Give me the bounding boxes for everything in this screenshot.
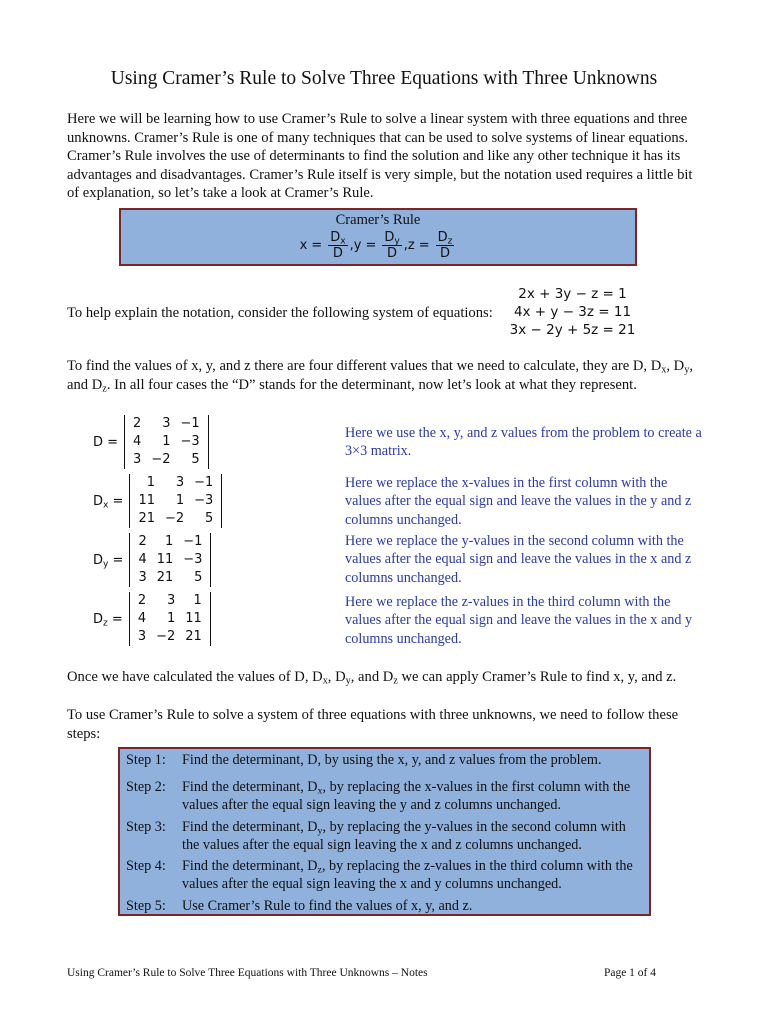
determinants-intro-paragraph	[67, 357, 707, 394]
step-text	[182, 751, 646, 769]
subscript: x	[317, 785, 323, 797]
matrix-cell: 1	[146, 475, 155, 490]
text-run: , and D	[67, 358, 693, 393]
equation-3: 3x − 2y + 5z = 21	[509, 322, 636, 338]
step-label: Step 2:	[126, 779, 166, 795]
step-4	[126, 857, 646, 893]
page-title: Using Cramer’s Rule to Solve Three Equations with Three Unknowns	[110, 68, 658, 89]
frac-num-sub: z	[447, 236, 453, 247]
text-run: Once we have calculated the values of D, D	[67, 669, 323, 685]
matrix-cell: 4	[138, 552, 147, 567]
matrix-cell: 11	[138, 493, 155, 508]
matrix-equals: =	[103, 434, 119, 450]
matrix-cell: 3	[133, 452, 142, 467]
step-1	[126, 751, 646, 769]
matrix-letter: D	[93, 611, 104, 627]
formula-y: y	[353, 238, 362, 253]
matrix-letter: D	[93, 552, 104, 568]
matrix-cell: 3	[138, 570, 147, 585]
matrix-dz	[93, 592, 211, 646]
subscript: x	[661, 364, 667, 376]
matrix-cell: 21	[138, 511, 155, 526]
matrix-cell: 3	[162, 416, 171, 431]
step-text-run: Find the determinant, D	[182, 779, 318, 795]
equation-1: 2x + 3y − z = 1	[518, 286, 627, 302]
matrix-grid	[129, 474, 222, 528]
matrix-cell: 21	[156, 570, 174, 585]
matrix-cell: −3	[194, 493, 214, 508]
frac-num-sub: y	[394, 236, 400, 247]
explanation-dx: Here we replace the x-values in the first column with the values after the equal sign and leave the values in the y and z columns unchanged.	[345, 475, 692, 528]
step-text	[182, 857, 646, 893]
matrix-cell: −3	[180, 434, 200, 449]
text-run: we can apply Cramer’s Rule to find x, y, and z.	[397, 669, 677, 685]
text-run: . In all four cases the “D” stands for the determinant, now let’s look at what they represent.	[106, 376, 637, 393]
matrix-sub: z	[103, 617, 108, 628]
frac-den: D	[440, 246, 451, 261]
matrix-equals: =	[107, 611, 123, 627]
steps-intro-paragraph: To use Cramer’s Rule to solve a system of three equations with three unknowns, we need to follow these steps:	[67, 707, 679, 742]
step-text-run: Find the determinant, D, by using the x, y, and z values from the problem.	[182, 752, 602, 768]
text-run: , and D	[350, 669, 394, 685]
matrix-label	[93, 494, 123, 509]
matrix-cell: −1	[194, 475, 214, 490]
frac-num-letter: D	[384, 230, 395, 245]
step-text	[182, 818, 646, 854]
matrix-cell: 2	[138, 534, 147, 549]
fraction-dy-over-d	[382, 230, 401, 261]
matrix-label	[93, 435, 118, 450]
matrix-grid	[129, 592, 211, 646]
page-number: Page 1 of 4	[603, 967, 656, 979]
formula-x: x	[299, 238, 308, 253]
subscript: y	[317, 825, 323, 837]
matrix-equals: =	[108, 552, 124, 568]
step-text-run: Use Cramer’s Rule to find the values of x, y, and z.	[182, 898, 473, 914]
matrix-equals: =	[108, 493, 124, 509]
matrix-cell: 1	[167, 611, 176, 626]
explanation-dy: Here we replace the y-values in the second column with the values after the equal sign and leave the values in the x and z columns unchanged.	[345, 533, 692, 586]
matrix-sub: y	[103, 558, 109, 569]
frac-num-letter: D	[330, 230, 341, 245]
matrix-cell: 2	[133, 416, 142, 431]
formula-equals: =	[418, 238, 430, 253]
matrix-letter: D	[93, 493, 104, 509]
footer-title: Using Cramer’s Rule to Solve Three Equations with Three Unknowns – Notes	[67, 967, 428, 979]
subscript: z	[317, 864, 322, 876]
system-lead-text: To help explain the notation, consider the following system of equations:	[67, 305, 493, 321]
step-label: Step 1:	[126, 752, 166, 768]
rule-box-title: Cramer’s Rule	[335, 212, 421, 228]
matrix-grid	[124, 415, 209, 469]
equation-2: 4x + y − 3z = 11	[513, 304, 632, 320]
step-2	[126, 778, 646, 814]
matrix-label	[93, 612, 123, 627]
matrix-cell: 3	[175, 475, 185, 490]
matrix-cell: 2	[137, 593, 147, 608]
step-text-run: Find the determinant, D	[182, 819, 318, 835]
matrix-cell: 3	[167, 593, 176, 608]
frac-den: D	[332, 246, 343, 261]
step-label: Step 3:	[126, 819, 166, 835]
cramers-rule-formula	[300, 230, 457, 261]
matrix-cell: 1	[193, 593, 202, 608]
step-3	[126, 818, 646, 854]
step-text-run: , by replacing the z-values in the third column with the values after the equal sign leaving the x and y columns unchanged.	[182, 858, 633, 892]
matrix-cell: −2	[151, 452, 171, 467]
step-label: Step 5:	[126, 898, 166, 914]
apply-rule-paragraph	[67, 669, 707, 686]
matrix-cell: 1	[162, 434, 171, 449]
matrix-sub: x	[103, 499, 109, 510]
text-run: , D	[666, 358, 685, 374]
formula-comma: ,	[403, 238, 408, 253]
matrix-cell: 3	[137, 629, 147, 644]
matrix-cell: −1	[180, 416, 200, 431]
matrix-cell: 5	[205, 511, 214, 526]
matrix-cell: 5	[191, 452, 200, 467]
step-text-run: Find the determinant, D	[182, 858, 318, 874]
matrix-cell: 5	[194, 570, 203, 585]
frac-num-letter: D	[437, 230, 448, 245]
matrix-dx	[93, 474, 222, 528]
explanation-d: Here we use the x, y, and z values from the problem to create a 3×3 matrix.	[345, 425, 702, 460]
frac-den: D	[387, 246, 398, 261]
frac-num-sub: x	[340, 236, 346, 247]
matrix-cell: 4	[137, 611, 147, 626]
matrix-label	[93, 553, 123, 568]
subscript: z	[393, 675, 398, 687]
formula-equals: =	[311, 238, 323, 253]
matrix-grid	[129, 533, 211, 587]
matrix-cell: −2	[164, 511, 185, 526]
text-run: To find the values of x, y, and z there are four different values that we need to calculate, they are D, D	[67, 358, 662, 374]
matrix-cell: 21	[185, 629, 202, 644]
matrix-cell: −1	[183, 534, 203, 549]
matrix-cell: 1	[164, 534, 174, 549]
subscript: y	[345, 675, 351, 687]
subscript: y	[684, 364, 690, 376]
step-text-run: , by replacing the x-values in the first column with the values after the equal sign leaving the y and z columns unchanged.	[182, 779, 631, 813]
intro-paragraph: Here we will be learning how to use Cramer’s Rule to solve a linear system with three equations and three unknowns. Cramer’s Rule is one of many techniques that can be used to solve systems of linear equations. Cramer’s Rule involves the use of determinants to find the solution and like any other technique it has its advantages and disadvantages. Cramer’s Rule itself is very simple, but the notation used requires a little bit of explanation, so let’s take a look at Cramer’s Rule.	[67, 111, 693, 202]
steps-box	[118, 747, 651, 916]
step-5	[126, 897, 646, 915]
step-text-run: , by replacing the y-values in the second column with the values after the equal sign leaving the x and z columns unchanged.	[182, 819, 626, 853]
step-text	[182, 778, 646, 814]
matrix-d	[93, 415, 209, 469]
formula-z: z	[407, 238, 415, 253]
matrix-cell: 11	[185, 611, 202, 626]
matrix-dy	[93, 533, 211, 587]
step-label: Step 4:	[126, 858, 166, 874]
cramers-rule-box	[119, 208, 637, 266]
subscript: z	[102, 383, 107, 395]
matrix-cell: −2	[156, 629, 176, 644]
formula-comma: ,	[349, 238, 354, 253]
explanation-dz: Here we replace the z-values in the third column with the values after the equal sign and leave the values in the x and y columns unchanged.	[345, 594, 693, 647]
matrix-letter: D	[93, 434, 104, 450]
fraction-dx-over-d	[328, 230, 347, 261]
step-text	[182, 897, 646, 915]
matrix-cell: 4	[133, 434, 142, 449]
matrix-cell: 1	[175, 493, 185, 508]
text-run: , D	[327, 669, 346, 685]
matrix-cell: 11	[156, 552, 174, 567]
subscript: x	[322, 675, 328, 687]
fraction-dz-over-d	[436, 230, 455, 261]
formula-equals: =	[365, 238, 377, 253]
matrix-cell: −3	[183, 552, 203, 567]
